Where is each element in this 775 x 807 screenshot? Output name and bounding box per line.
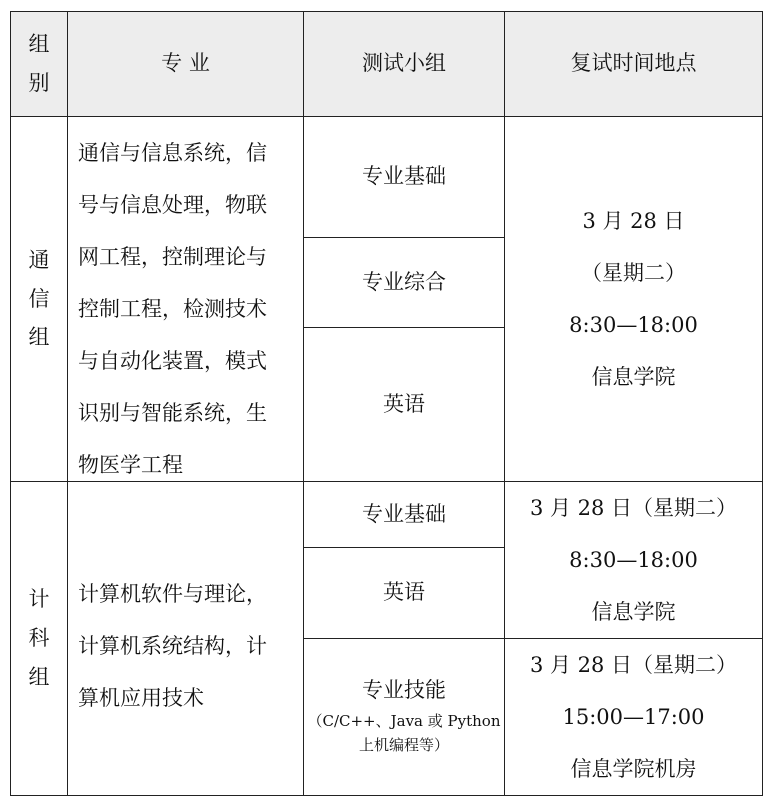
row2-test-2 (303, 547, 505, 639)
row1-group-char-3: 组 (28, 325, 50, 350)
row2-major (67, 481, 304, 796)
row2-group-char-2: 科 (28, 626, 50, 651)
header-test-group-label: 测试小组 (362, 51, 446, 76)
row1-test-1-label: 专业基础 (362, 164, 446, 189)
row1-test-1 (303, 116, 505, 238)
row1-major (67, 116, 304, 482)
row1-schedule-time: 8:30—18:00 (569, 313, 698, 337)
row2-test-3-note-line-2: 上机编程等） (358, 735, 449, 754)
header-schedule (504, 11, 763, 117)
row1-schedule (504, 116, 763, 482)
header-group-char-1: 组 (28, 32, 50, 57)
row1-major-line: 控制工程，检测技术 (78, 297, 267, 321)
row2-test-3-label: 专业技能 (362, 678, 446, 703)
row2-schedule-1-date: 3 月 28 日（星期二） (529, 496, 738, 520)
row2-test-3 (303, 638, 505, 796)
row1-major-line: 通信与信息系统，信 (78, 141, 267, 165)
row1-schedule-weekday: （星期二） (581, 261, 686, 285)
row1-major-line: 与自动化装置，模式 (78, 349, 267, 373)
row1-test-2-label: 专业综合 (362, 269, 446, 294)
row2-schedule-2-time: 15:00—17:00 (562, 705, 705, 729)
row2-test-1-label: 专业基础 (362, 501, 446, 526)
row1-major-line: 网工程，控制理论与 (78, 245, 267, 269)
row2-test-2-label: 英语 (383, 580, 425, 605)
row2-schedule-1 (504, 481, 763, 639)
row2-group-char-1: 计 (28, 587, 50, 612)
row1-major-line: 号与信息处理，物联 (78, 193, 267, 217)
row1-schedule-date: 3 月 28 日 (582, 209, 685, 233)
header-group-char-2: 别 (28, 71, 50, 95)
row2-major-line: 算机应用技术 (78, 686, 204, 710)
row1-major-line: 识别与智能系统，生 (78, 401, 267, 425)
row2-major-line: 计算机软件与理论， (78, 582, 267, 606)
row2-major-line: 计算机系统结构，计 (78, 634, 267, 658)
row1-group-char-2: 信 (28, 286, 50, 311)
header-group (10, 11, 68, 117)
header-schedule-label: 复试时间地点 (570, 51, 697, 76)
row1-test-2 (303, 237, 505, 328)
row1-test-3 (303, 327, 505, 482)
row2-schedule-1-time: 8:30—18:00 (569, 548, 698, 572)
row2-test-3-note-line-1: （C/C++、Java 或 Python (307, 712, 501, 731)
row1-test-3-label: 英语 (383, 391, 425, 416)
header-major-label: 专 业 (161, 51, 210, 76)
header-test-group (303, 11, 505, 117)
row2-test-3-note (307, 710, 500, 757)
header-major (67, 11, 304, 117)
row1-schedule-place: 信息学院 (591, 365, 676, 389)
row2-schedule-2-date: 3 月 28 日（星期二） (529, 653, 738, 677)
row1-major-line: 物医学工程 (78, 453, 183, 477)
row2-test-1 (303, 481, 505, 548)
row2-schedule-2 (504, 638, 763, 796)
row2-group-char-3: 组 (28, 664, 50, 689)
exam-schedule-table (10, 11, 763, 796)
row2-group (10, 481, 68, 796)
row1-group (10, 116, 68, 482)
row2-schedule-1-place: 信息学院 (591, 600, 676, 624)
row2-schedule-2-place: 信息学院机房 (570, 757, 697, 781)
row1-group-char-1: 通 (28, 247, 50, 272)
